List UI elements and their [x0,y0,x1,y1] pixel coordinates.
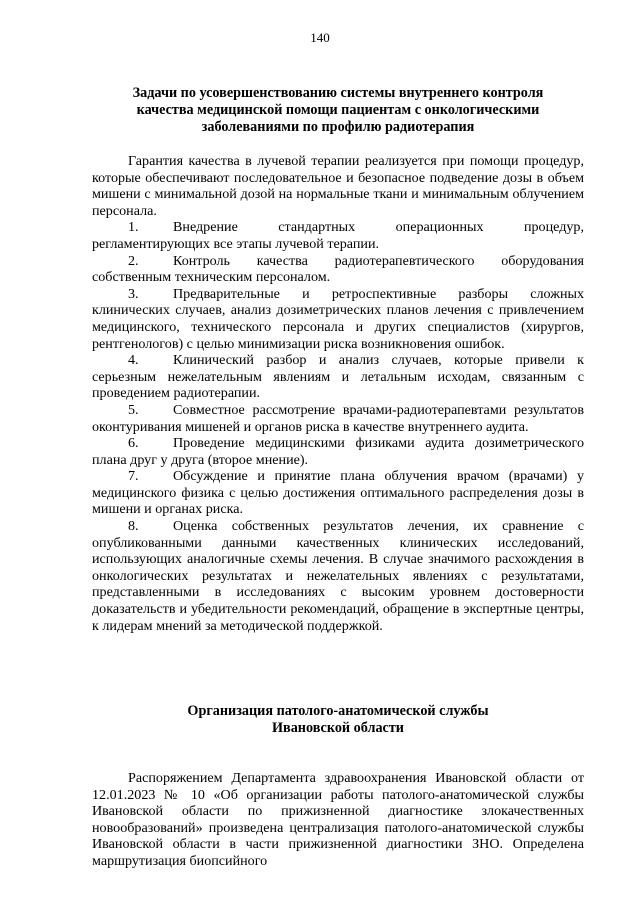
section-title-radiotherapy [92,85,584,136]
list-item-text: Совместное рассмотрение врачами-радиотерапевтами результатов оконтуривания мишеней и органов риска в качестве внутреннего аудита. [92,401,584,435]
list-item [92,402,584,435]
list-item-text: Предварительные и ретроспективные разборы сложных клинических случаев, анализ дозиметрических планов лечения с привлечением медицинского, технического персонала и других специалистов (хирургов, рентгенологов) с целью минимизации риска возникновения ошибок. [92,285,584,352]
list-item-number: 7. [128,468,139,485]
list-item [92,352,584,402]
list-item-number: 8. [128,518,139,535]
list-item-text: Клинический разбор и анализ случаев, которые привели к серьезным нежелательным явлениям и летальным исходам, связанным с проведением радиотерапии. [92,352,584,402]
list-item [92,253,584,286]
list-item-number: 6. [128,435,139,452]
list-item-text: Оценка собственных результатов лечения, их сравнение с опубликованными данными качественных клинических исследований, использующих аналогичные схемы лечения. В случае значимого расхождения в онкологических результатах и нежелательных явлениях с результатами, представленными в исследованиях с высоким уровнем достоверности доказательств и убедительности рекомендаций, обращение в экспертные центры, к лидерам мнений за методической поддержкой. [92,518,584,634]
list-item [92,286,584,352]
title-line: качества медицинской помощи пациентам с онкологическими [136,102,540,118]
title-line: Ивановской области [272,720,404,736]
page-number: 140 [310,30,330,45]
list-item-text: Внедрение стандартных операционных процедур, регламентирующих все этапы лучевой терапии. [92,219,584,252]
title-line: Организация патолого-анатомической службы [187,703,489,719]
title-line: Задачи по усовершенствованию системы внутреннего контроля [132,85,544,101]
pathology-service-body [92,770,584,870]
radiotherapy-tasks-body [92,153,584,634]
list-item-number: 3. [128,285,139,302]
list-item [92,468,584,518]
list-item [92,435,584,468]
list-item-text: Проведение медицинскими физиками аудита дозиметрического плана друг у друга (второе мнение). [92,435,584,468]
section-title-pathology [92,703,584,737]
list-item [92,518,584,634]
intro-paragraph: Гарантия качества в лучевой терапии реализуется при помощи процедур, которые обеспечивают последовательное и безопасное подведение дозы в объем мишени с минимальной дозой на нормальные ткани и минимальным облучением персонала. [92,153,584,219]
list-item-number: 1. [128,219,139,236]
list-item-text: Обсуждение и принятие плана облучения врачом (врачами) у медицинского физика с целью достижения оптимального распределения дозы в мишени и органах риска. [92,468,584,518]
list-item-number: 4. [128,352,139,369]
list-item-number: 2. [128,252,139,269]
list-item-text: Контроль качества радиотерапевтического оборудования собственным техническим персоналом. [92,252,584,286]
title-line: заболеваниями по профилю радиотерапия [201,119,475,135]
list-item-number: 5. [128,401,139,418]
list-item [92,219,584,252]
pathology-paragraph: Распоряжением Департамента здравоохранения Ивановской области от 12.01.2023 № 10 «Об организации работы патолого-анатомической службы Ивановской области по прижизненной диагностике злокачественных новообразований» произведена централизация патолого-анатомической службы Ивановской области в части прижизненной диагностики ЗНО. Определена маршрутизация биопсийного [92,770,584,869]
